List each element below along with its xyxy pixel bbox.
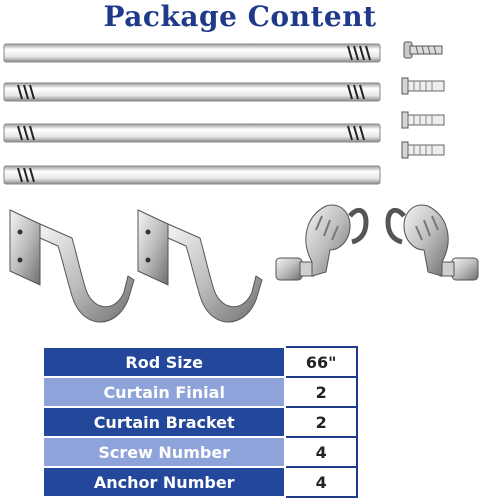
anchor-icon — [402, 78, 444, 94]
package-contents-illustration — [0, 34, 480, 338]
spec-label: Screw Number — [43, 437, 285, 467]
curtain-bracket-icon — [138, 210, 262, 322]
table-row — [43, 377, 357, 407]
table-row — [43, 437, 357, 467]
swan-finial-icon — [276, 205, 366, 280]
swan-finial-icon — [388, 205, 478, 280]
table-row — [43, 407, 357, 437]
table-row — [43, 467, 357, 497]
table-row — [43, 347, 357, 377]
spec-label: Curtain Bracket — [43, 407, 285, 437]
screw-icon — [404, 42, 442, 58]
spec-table — [42, 346, 358, 498]
spec-value: 2 — [285, 407, 357, 437]
spec-label: Curtain Finial — [43, 377, 285, 407]
spec-value: 2 — [285, 377, 357, 407]
anchor-icon — [402, 112, 444, 128]
page-title: Package Content — [103, 0, 377, 33]
spec-label: Rod Size — [43, 347, 285, 377]
curtain-rod — [4, 124, 380, 142]
curtain-rod — [4, 166, 380, 184]
spec-value: 4 — [285, 437, 357, 467]
anchor-icon — [402, 142, 444, 158]
spec-value: 4 — [285, 467, 357, 497]
curtain-bracket-icon — [10, 210, 134, 322]
curtain-rod — [4, 83, 380, 101]
spec-value: 66" — [285, 347, 357, 377]
curtain-rod — [4, 44, 380, 62]
spec-label: Anchor Number — [43, 467, 285, 497]
